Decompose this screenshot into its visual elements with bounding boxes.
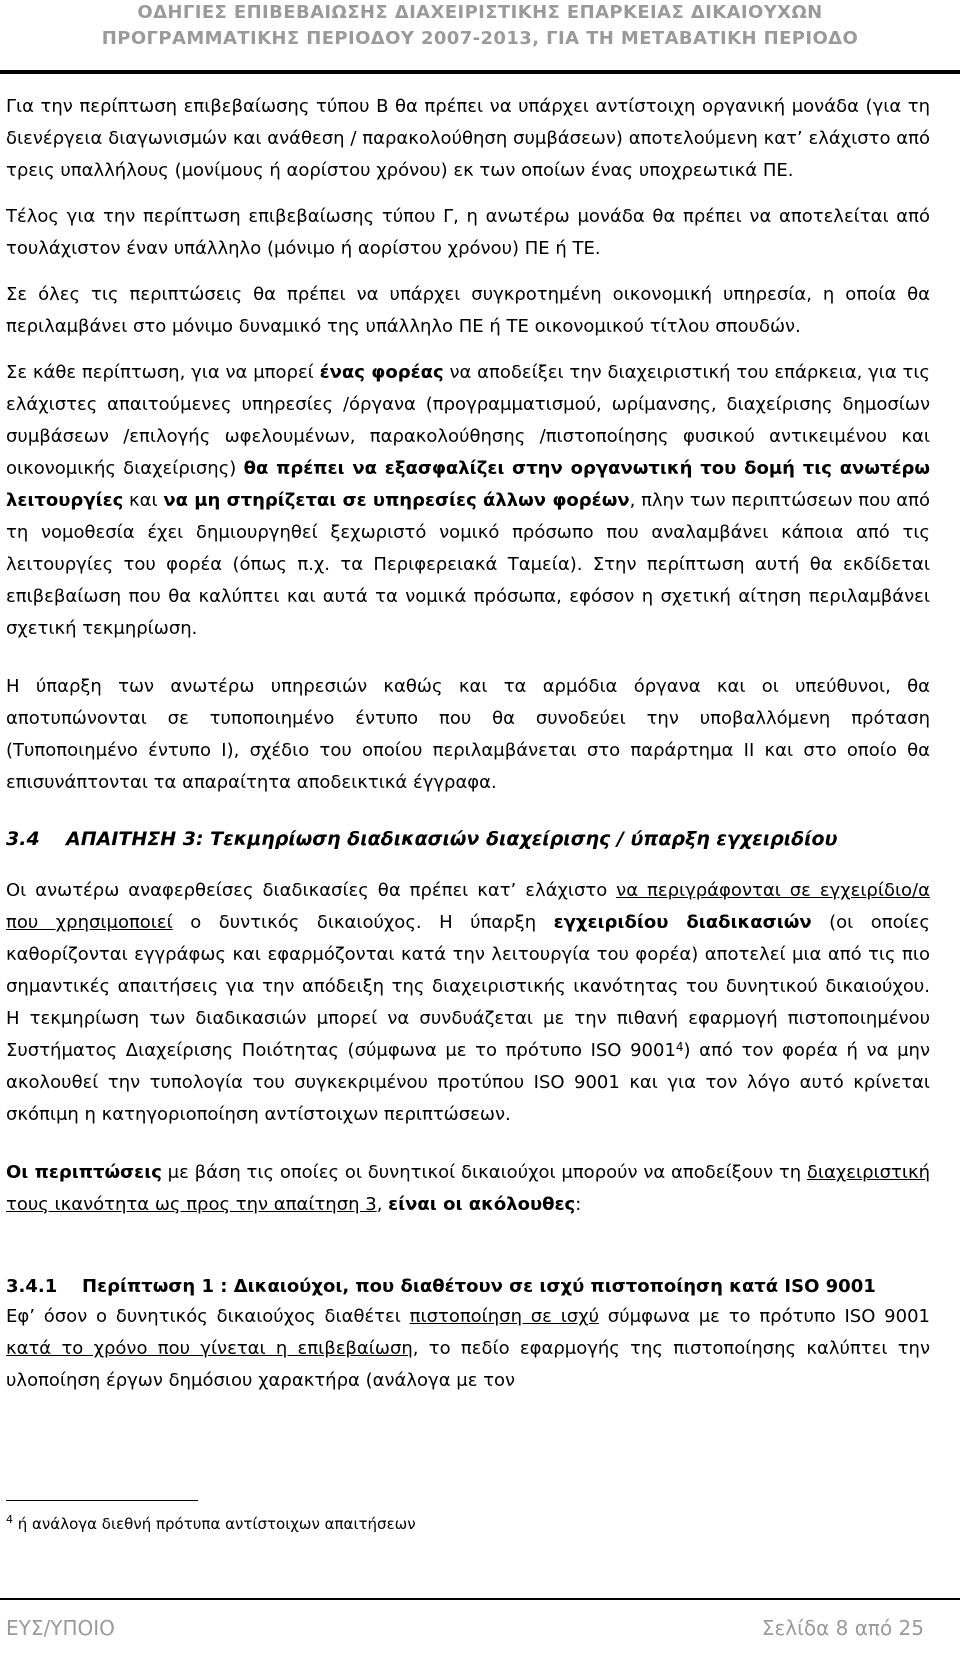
text-run: : bbox=[575, 1194, 582, 1215]
paragraph-cases bbox=[6, 1157, 930, 1221]
text-run: σύμφωνα με το πρότυπο ISO 9001 bbox=[599, 1306, 930, 1327]
footnote bbox=[6, 1512, 416, 1536]
footer-organization: ΕΥΣ/ΥΠΟΙΟ bbox=[6, 1616, 115, 1640]
section-number: 3.4 bbox=[6, 828, 40, 850]
text-run: ο δυντικός δικαιούχος. Η ύπαρξη bbox=[172, 912, 554, 933]
footnote-mark: 4 bbox=[6, 1513, 13, 1526]
footnote-text: ή ανάλογα διεθνή πρότυπα αντίστοιχων απαιτήσεων bbox=[13, 1515, 416, 1533]
subsection-number: 3.4.1 bbox=[6, 1276, 58, 1297]
subsection-title: Περίπτωση 1 : Δικαιούχοι, που διαθέτουν σε ισχύ πιστοποίηση κατά ISO 9001 bbox=[82, 1276, 876, 1297]
section-heading-3-4 bbox=[6, 823, 930, 855]
bold-run: Οι περιπτώσεις bbox=[6, 1162, 162, 1183]
text-run: , το πεδίο εφαρμογής της πιστοποίησης καλύπτει την υλοποίηση έργων δημόσιου χαρακτήρα (ανάλογα με τον bbox=[6, 1338, 930, 1391]
underlined-run: διαχειριστική τους ικανότητα ως προς την απαίτηση 3 bbox=[6, 1162, 930, 1215]
paragraph-standard-form: Η ύπαρξη των ανωτέρω υπηρεσιών καθώς και τα αρμόδια όργανα και οι υπεύθυνοι, θα αποτυπώνονται σε τυποποιημένο έντυπο που θα συνοδεύει την υποβαλλόμενη πρόταση (Τυποποιημένο έντυπο Ι), σχέδιο του οποίου περιλαμβάνεται στο παράρτημα ΙΙ και στο οποίο θα επισυνάπτονται τα απαραίτητα αποδεικτικά έγγραφα. bbox=[6, 676, 930, 793]
paragraph-sufficiency bbox=[6, 357, 930, 645]
text-run: Εφ’ όσον ο δυνητικός δικαιούχος διαθέτει bbox=[6, 1306, 410, 1327]
underlined-run: πιστοποίηση σε ισχύ bbox=[409, 1306, 600, 1327]
underlined-run: κατά το χρόνο που γίνεται η επιβεβαίωση bbox=[6, 1338, 413, 1359]
header-divider bbox=[0, 70, 960, 74]
text-run: , πλην των περιπτώσεων που από τη νομοθεσία έχει δημιουργηθεί ξεχωριστό νομικό πρόσωπο που αναλαμβάνει κάποια από τις λειτουργίες του φορέα (όπως π.χ. τα Περιφερειακά Ταμεία). Στην περίπτωση αυτή θα εκδίδεται επιβεβαίωση που θα καλύπτει και αυτά τα νομικά πρόσωπα, εφόσον η σχετική αίτηση περιλαμβάνει σχετική τεκμηρίωση. bbox=[6, 490, 930, 639]
paragraph-manual bbox=[6, 875, 930, 1131]
subsection-heading-3-4-1 bbox=[6, 1273, 930, 1301]
section-title: ΑΠΑΙΤΗΣΗ 3: Τεκμηρίωση διαδικασιών διαχείρισης / ύπαρξη εγχειριδίου bbox=[66, 828, 838, 850]
paragraph-case-1 bbox=[6, 1301, 930, 1397]
document-body bbox=[6, 91, 930, 1397]
running-header bbox=[0, 0, 960, 52]
text-run: να αποδείξει την διαχειριστική του επάρκεια, για τις ελάχιστες απαιτούμενες υπηρεσίες /όργανα (προγραμματισμού, ωρίμανσης, διαχείρισης δημοσίων συμβάσεων /επιλογής ωφελουμένων, παρακολούθησης /πιστοποίησης φυσικού αντικειμένου και οικονομικής διαχείρισης) bbox=[6, 362, 930, 479]
paragraph-financial-service: Σε όλες τις περιπτώσεις θα πρέπει να υπάρχει συγκροτημένη οικονομική υπηρεσία, η οποία θα περιλαμβάνει στο μόνιμο δυναμικό της υπάλληλο ΠΕ ή ΤΕ οικονομικού τίτλου σπουδών. bbox=[6, 284, 930, 337]
text-run: και bbox=[123, 490, 164, 511]
text-run: Σε κάθε περίπτωση, για να μπορεί bbox=[6, 362, 320, 383]
header-line-1: ΟΔΗΓΙΕΣ ΕΠΙΒΕΒΑΙΩΣΗΣ ΔΙΑΧΕΙΡΙΣΤΙΚΗΣ ΕΠΑΡΚΕΙΑΣ ΔΙΚΑΙΟΥΧΩΝ bbox=[137, 2, 823, 23]
footnote-divider bbox=[6, 1500, 198, 1501]
underlined-run: να περιγράφονται σε εγχειρίδιο/α που χρησιμοποιεί bbox=[6, 880, 930, 933]
text-run: ) από τον φορέα ή να μην ακολουθεί την τυπολογία του συγκεκριμένου προτύπου ISO 9001 και για τον λόγο αυτό κρίνεται σκόπιμη η κατηγοριοποίηση αντίστοιχων περιπτώσεων. bbox=[6, 1040, 931, 1125]
bold-run: ένας φορέας bbox=[319, 362, 444, 383]
footer-divider bbox=[0, 1598, 960, 1600]
bold-run: θα πρέπει να εξασφαλίζει στην οργανωτική του δομή τις ανωτέρω λειτουργίες bbox=[6, 458, 931, 511]
text-run: Οι ανωτέρω αναφερθείσες διαδικασίες θα πρέπει κατ’ ελάχιστο bbox=[6, 880, 617, 901]
page-number: Σελίδα 8 από 25 bbox=[761, 1616, 924, 1640]
text-run: με βάση τις οποίες οι δυνητικοί δικαιούχοι μπορούν να αποδείξουν τη bbox=[161, 1162, 807, 1183]
paragraph-type-b: Για την περίπτωση επιβεβαίωσης τύπου Β θα πρέπει να υπάρχει αντίστοιχη οργανική μονάδα (για τη διενέργεια διαγωνισμών και ανάθεση / παρακολούθηση συμβάσεων) αποτελούμενη κατ’ ελάχιστο από τρεις υπαλλήλους (μονίμους ή αορίστου χρόνου) εκ των οποίων ένας υποχρεωτικά ΠΕ. bbox=[6, 96, 930, 181]
bold-run: είναι οι ακόλουθες bbox=[388, 1194, 576, 1215]
bold-run: να μη στηρίζεται σε υπηρεσίες άλλων φορέων bbox=[163, 490, 630, 511]
bold-run: εγχειριδίου διαδικασιών bbox=[553, 912, 812, 933]
text-run: , bbox=[376, 1194, 389, 1215]
header-line-2: ΠΡΟΓΡΑΜΜΑΤΙΚΗΣ ΠΕΡΙΟΔΟΥ 2007-2013, ΓΙΑ ΤΗ ΜΕΤΑΒΑΤΙΚΗ ΠΕΡΙΟΔΟ bbox=[101, 28, 859, 49]
footnote-reference[interactable]: 4 bbox=[675, 1040, 684, 1054]
text-run: (οι οποίες καθορίζονται εγγράφως και εφαρμόζονται κατά την λειτουργία του φορέα) αποτελεί μια από τις πιο σημαντικές απαιτήσεις για την απόδειξη της διαχειριστικής ικανότητας του δυνητικού δικαιούχου. Η τεκμηρίωση των διαδικασιών μπορεί να συνδυάζεται με την πιθανή εφαρμογή πιστοποιημένου Συστήματος Διαχείρισης Ποιότητας (σύμφωνα με το πρότυπο ISO 9001 bbox=[6, 912, 930, 1061]
paragraph-type-c: Τέλος για την περίπτωση επιβεβαίωσης τύπου Γ, η ανωτέρω μονάδα θα πρέπει να αποτελείται από τουλάχιστον έναν υπάλληλο (μόνιμο ή αορίστου χρόνου) ΠΕ ή ΤΕ. bbox=[6, 206, 930, 259]
